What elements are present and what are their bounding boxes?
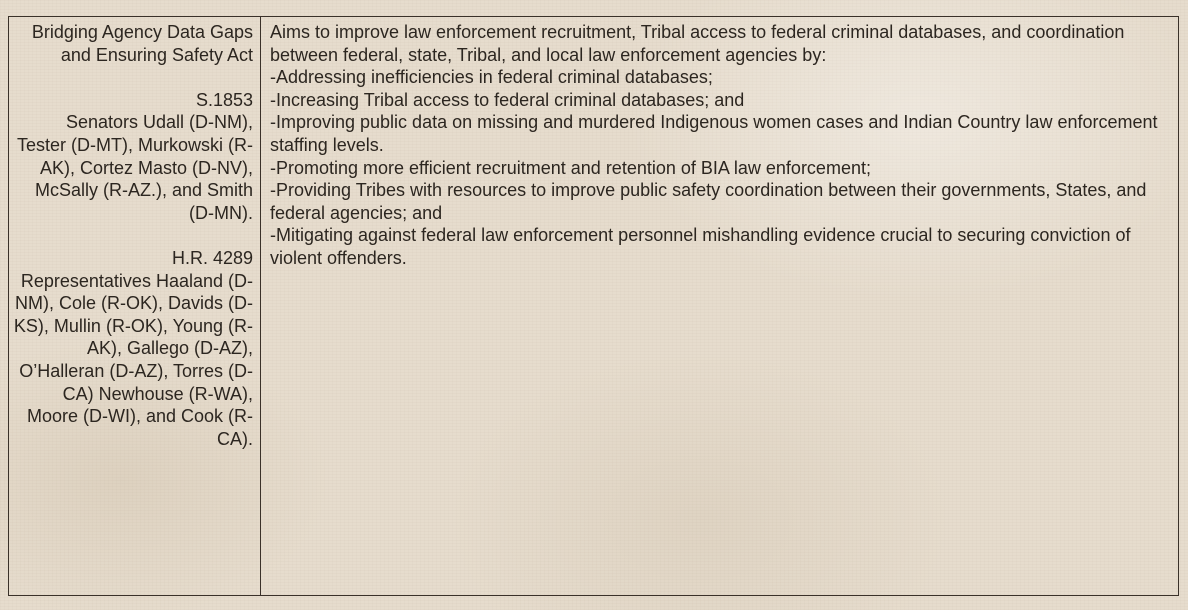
house-bill-number: H.R. 4289 xyxy=(171,247,253,268)
senate-bill-number: S.1853 xyxy=(195,89,253,110)
house-sponsors: Representatives Haaland (D-NM), Cole (R-OK), Davids (D-KS), Mullin (R-OK), Young (R-AK), Gallego (D-AZ), O’Halleran (D-AZ), Torres (D-CA) Newhouse (R-WA), Moore (D-WI), and Cook (R-CA). xyxy=(13,270,253,449)
spacer xyxy=(13,66,253,89)
senate-sponsors: Senators Udall (D-NM), Tester (D-MT), Murkowski (R-AK), Cortez Masto (D-NV), McSally (R-AZ.), and Smith (D-MN). xyxy=(17,112,253,223)
bill-description-cell xyxy=(261,17,1178,595)
bill-table xyxy=(8,16,1179,596)
description-item: -Providing Tribes with resources to improve public safety coordination between their governments, States, and federal agencies; and xyxy=(270,180,1147,223)
description-item: -Increasing Tribal access to federal criminal databases; and xyxy=(270,89,745,110)
bill-title: Bridging Agency Data Gaps and Ensuring Safety Act xyxy=(31,22,253,65)
description-item: -Improving public data on missing and murdered Indigenous women cases and Indian Country law enforcement staffing levels. xyxy=(270,112,1158,155)
description-item: -Promoting more efficient recruitment and retention of BIA law enforcement; xyxy=(270,157,871,178)
bill-info-cell xyxy=(9,17,261,595)
description-item: -Addressing inefficiencies in federal criminal databases; xyxy=(270,67,713,88)
spacer xyxy=(13,224,253,247)
description-intro: Aims to improve law enforcement recruitment, Tribal access to federal criminal databases, and coordination between federal, state, Tribal, and local law enforcement agencies by: xyxy=(270,22,1125,65)
description-item: -Mitigating against federal law enforcement personnel mishandling evidence crucial to securing conviction of violent offenders. xyxy=(270,225,1131,268)
